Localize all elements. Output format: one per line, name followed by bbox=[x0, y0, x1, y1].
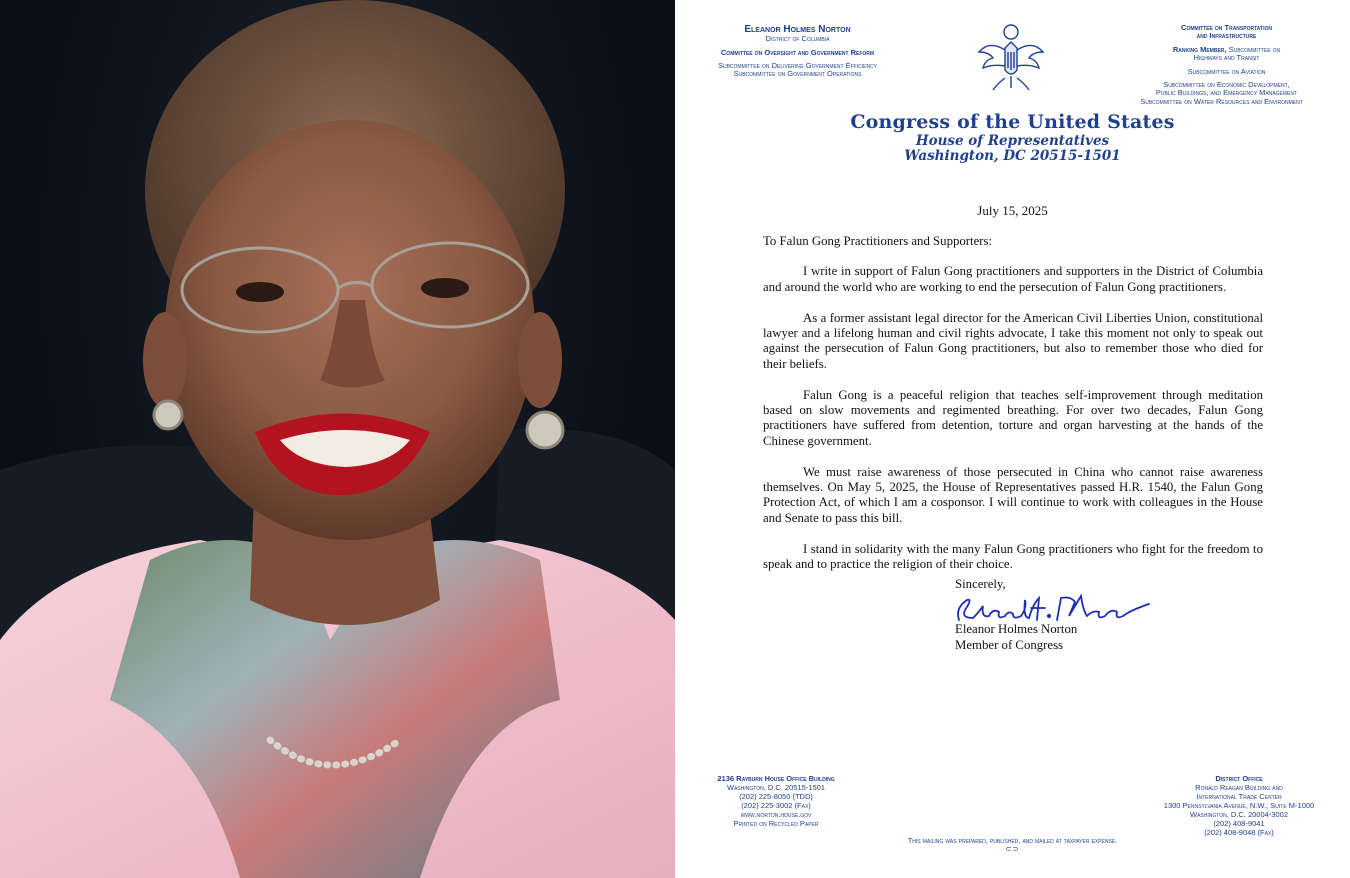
member-name: Eleanor Holmes Norton bbox=[744, 24, 851, 35]
taxpayer-notice: This mailing was prepared, published, and mailed at taxpayer expense. bbox=[907, 836, 1118, 845]
ear-right bbox=[518, 312, 562, 408]
house-title: House of Representatives bbox=[915, 132, 1110, 149]
signature bbox=[953, 590, 1153, 626]
eye-right bbox=[421, 278, 469, 298]
ranking-member-line2: Highways and Transit bbox=[1193, 53, 1260, 63]
signer-block bbox=[955, 622, 1077, 653]
oversight-committee: Committee on Oversight and Government Reform bbox=[720, 47, 875, 57]
footer-dc-office bbox=[701, 774, 851, 828]
paragraph-1: I write in support of Falun Gong practitioners and supporters in the District of Columbia and around the world who are working to end the persecution of Falun Gong practitioners. bbox=[763, 264, 1263, 294]
district-building-line2: International Trade Center bbox=[1196, 792, 1282, 801]
subcommittee-water: Subcommittee on Water Resources and Environment bbox=[1140, 96, 1303, 106]
subcommittee-aviation: Subcommittee on Aviation bbox=[1187, 66, 1266, 76]
paragraph-3: Falun Gong is a peaceful religion that teaches self-improvement through meditation based on slow movements and regimented breathing. For over two decades, Falun Gong practitioners have suffered from detention, torture and organ harvesting at the hands of the Chinese government. bbox=[763, 387, 1263, 448]
signer-title: Member of Congress bbox=[955, 637, 1064, 652]
congress-address: Washington, DC 20515-1501 bbox=[904, 148, 1121, 165]
letter-date: July 15, 2025 bbox=[977, 203, 1048, 218]
congress-heading bbox=[675, 112, 1350, 165]
footer-website[interactable]: www.norton.house.gov bbox=[740, 810, 812, 819]
subcommittee-economic-line2: Public Buildings, and Emergency Management bbox=[1155, 88, 1298, 98]
district-city: Washington, D.C. 20004-3002 bbox=[1189, 810, 1288, 819]
subcommittee-efficiency: Subcommittee on Delivering Government Efficiency bbox=[717, 60, 878, 70]
ranking-member-rest: Subcommittee on bbox=[1226, 44, 1281, 54]
salutation: To Falun Gong Practitioners and Supporters: bbox=[763, 234, 993, 248]
footer-office-name: 2136 Rayburn House Office Building bbox=[717, 774, 835, 783]
ear-left bbox=[143, 312, 187, 408]
footer-fax: (202) 225-3002 (Fax) bbox=[741, 801, 811, 810]
eye-left bbox=[236, 282, 284, 302]
footer-recycled: Printed on Recycled Paper bbox=[733, 819, 819, 828]
closing: Sincerely, bbox=[955, 577, 1006, 591]
great-seal-eagle-icon bbox=[975, 22, 1047, 96]
district-fax: (202) 408-9048 (Fax) bbox=[1204, 828, 1274, 837]
signer-name: Eleanor Holmes Norton bbox=[955, 622, 1078, 636]
ranking-member-label: Ranking Member, bbox=[1172, 44, 1227, 54]
letter-page bbox=[675, 0, 1350, 878]
transportation-committee-line2: and Infrastructure bbox=[1196, 31, 1257, 41]
union-bug-icon: ⊂⊃ bbox=[1005, 846, 1020, 853]
letter-body bbox=[763, 234, 1263, 588]
subcommittee-operations: Subcommittee on Government Operations bbox=[733, 69, 862, 79]
district-street: 1300 Pennsylvania Avenue, N.W., Suite M-1000 bbox=[1163, 801, 1315, 810]
district-building-line1: Ronald Reagan Building and bbox=[1195, 783, 1283, 792]
paragraph-4: We must raise awareness of those persecuted in China who cannot raise awareness themselves. On May 5, 2025, the House of Representatives passed H.R. 1540, the Falun Gong Protection Act, of which I am a cosponsor. I will continue to work with colleagues in the House and Senate to pass this bill. bbox=[763, 464, 1263, 525]
footer-city: Washington, D.C. 20515-1501 bbox=[726, 783, 825, 792]
footer-tdd: (202) 225-8050 (TDD) bbox=[739, 792, 813, 801]
letterhead-left bbox=[705, 24, 890, 79]
member-district: District of Columbia bbox=[765, 34, 830, 44]
letterhead-right bbox=[1139, 24, 1314, 106]
transportation-committee-line1: Committee on Transportation bbox=[1181, 23, 1272, 32]
congress-title: Congress of the United States bbox=[850, 111, 1175, 133]
paragraph-5: I stand in solidarity with the many Falun Gong practitioners who fight for the freedom to speak and to practice the religion of their choice. bbox=[763, 541, 1263, 572]
earring-left bbox=[154, 401, 182, 429]
footer-district-office bbox=[1164, 774, 1314, 837]
paragraph-2: As a former assistant legal director for the American Civil Liberties Union, constitutional lawyer and a lifelong human and civil rights advocate, I take this moment not only to speak out against the persecution of Falun Gong practitioners, but also to remember those who died for their beliefs. bbox=[763, 310, 1263, 371]
earring-right bbox=[527, 412, 563, 448]
subcommittee-economic-line1: Subcommittee on Economic Development, bbox=[1163, 79, 1290, 89]
district-office-title: District Office bbox=[1215, 774, 1263, 783]
district-phone: (202) 408-9041 bbox=[1213, 819, 1265, 828]
footer-notice bbox=[675, 836, 1350, 853]
